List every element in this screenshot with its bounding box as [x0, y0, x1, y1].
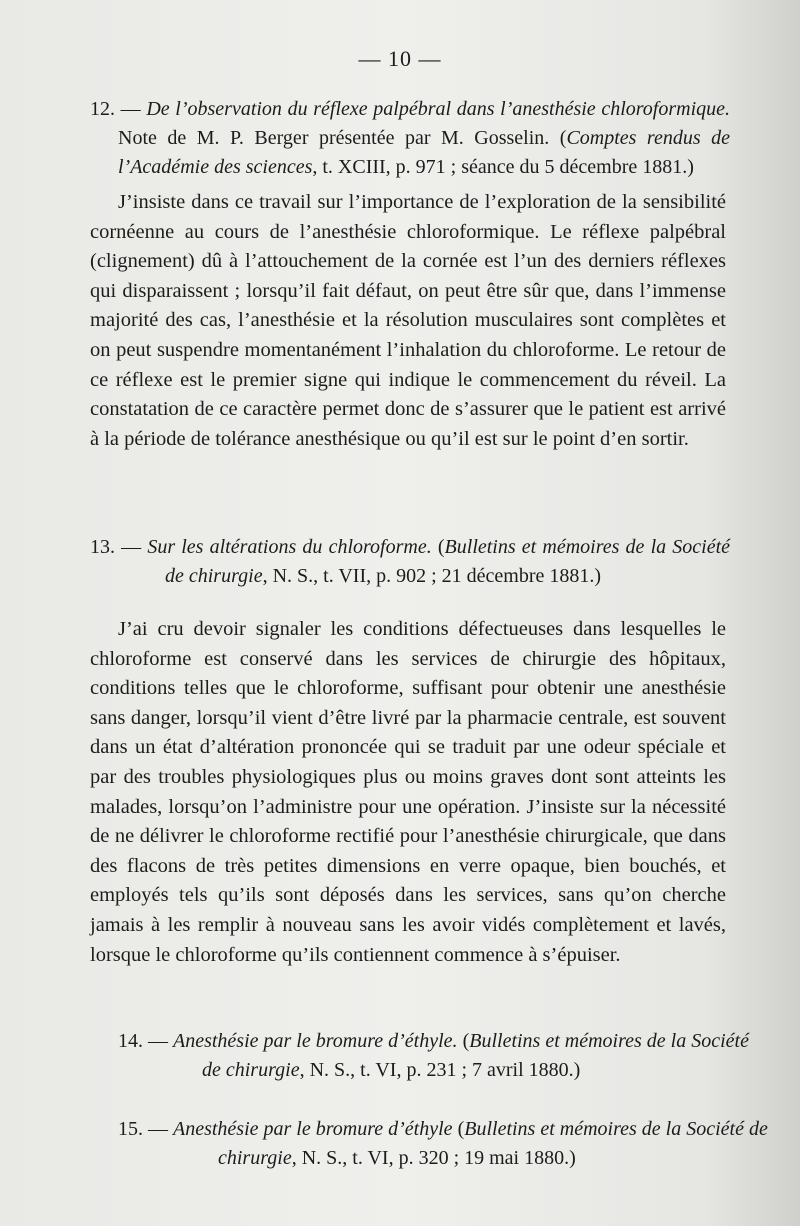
entry-12-title: De l’observation du réflexe palpébral dans l’anesthésie chloroformique.	[146, 98, 731, 120]
entry-12-title-line	[90, 95, 730, 124]
entry-13-ref-open: (	[437, 536, 445, 558]
entry-14-number: 14.	[118, 1030, 143, 1052]
entry-14-journal-a: Bulletins et mémoires de la Société	[469, 1030, 749, 1052]
entry-13-journal-b: de chirurgie	[165, 565, 263, 587]
entry-15-title-line	[90, 1115, 768, 1144]
entry-15-journal-b: chirurgie	[218, 1147, 292, 1169]
entry-13-ref-line	[90, 562, 730, 591]
entry-12-journal-a: Comptes rendus de	[566, 127, 731, 149]
entry-14-ref-line	[90, 1056, 730, 1085]
entry-12-header	[90, 95, 730, 182]
entry-14-title-line	[90, 1027, 749, 1056]
entry-12-ref-line-2	[90, 153, 730, 182]
entry-12-paragraph: J’insiste dans ce travail sur l’importance de l’exploration de la sensibilité cornéenne au cours de l’anesthésie chloroformique. Le réflexe palpébral (clignement) dû à l’attouchement de la cornée est l’un des derniers réflexes qui disparaissent ; lorsqu’il fait défaut, on peut être sûr que, dans l’immense majorité des cas, l’anesthésie et la résolution musculaires sont complètes et on peut suspendre momentanément l’inhalation du chloroforme. Le retour de ce réflexe est le premier signe qui indique le commencement du réveil. La constatation de ce caractère permet donc de s’assurer que le patient est arrivé à la période de tolérance anesthésique ou qu’il est sur le point d’en sortir.	[90, 191, 726, 450]
entry-12-ref-line-1	[90, 124, 730, 153]
entry-15-title: Anesthésie par le bromure d’éthyle	[173, 1118, 453, 1140]
entry-15-ref-part2: , N. S., t. VI, p. 320 ; 19 mai 1880.)	[291, 1147, 576, 1169]
entry-12-number: 12.	[90, 98, 115, 120]
entry-12-dash: —	[120, 98, 141, 120]
entry-15-dash: —	[148, 1118, 168, 1140]
entry-12-journal-b: l’Académie des sciences	[118, 156, 313, 178]
entry-13-journal-a: Bulletins et mémoires de la Société	[444, 536, 731, 558]
entry-14-ref-part2: , N. S., t. VI, p. 231 ; 7 avril 1880.)	[299, 1059, 581, 1081]
entry-13-title-line	[90, 533, 730, 562]
entry-15-journal-a: Bulletins et mémoires de la Société de	[464, 1118, 768, 1140]
entry-14-ref-open: (	[462, 1030, 470, 1052]
entry-13-dash: —	[121, 536, 142, 558]
entry-14-title: Anesthésie par le bromure d’éthyle.	[173, 1030, 458, 1052]
entry-12-ref-part2: , t. XCIII, p. 971 ; séance du 5 décembre 1881.)	[312, 156, 694, 178]
entry-12-ref-part1: Note de M. P. Berger présentée par M. Gosselin. (	[118, 127, 567, 149]
entry-15-number: 15.	[118, 1118, 143, 1140]
entry-15-ref-line	[90, 1144, 730, 1173]
entry-13-title: Sur les altérations du chloroforme.	[147, 536, 432, 558]
entry-14-journal-b: de chirurgie	[202, 1059, 300, 1081]
entry-13-header	[90, 533, 730, 591]
entry-13-number: 13.	[90, 536, 115, 558]
entry-15-ref-open: (	[457, 1118, 465, 1140]
entry-13-paragraph: J’ai cru devoir signaler les conditions défectueuses dans lesquelles le chloroforme est conservé dans les services de chirurgie des hôpitaux, conditions telles que le chloroforme, suffisant pour obtenir une anesthésie sans danger, lorsqu’il vient d’être livré par la pharmacie centrale, est souvent dans un état d’altération prononcée qui se traduit par une odeur spéciale et par des troubles physiologiques plus ou moins graves dont sont atteints les malades, lorsqu’on l’administre pour une opération. J’insiste sur la nécessité de ne délivrer le chloroforme rectifié pour l’anesthésie chirurgicale, que dans des flacons de très petites dimensions en verre opaque, bien bouchés, et employés tels qu’ils sont déposés dans les services, sans qu’on cherche jamais à les remplir à nouveau sans les avoir vidés complètement et lavés, lorsque le chloroforme qu’ils contiennent commence à s’épuiser.	[90, 618, 726, 966]
entry-13-ref-part2: , N. S., t. VII, p. 902 ; 21 décembre 1881.)	[262, 565, 602, 587]
entry-14-header	[90, 1027, 749, 1085]
entry-14-dash: —	[148, 1030, 168, 1052]
entry-15-header	[90, 1115, 768, 1173]
page-number: — 10 —	[358, 46, 442, 71]
